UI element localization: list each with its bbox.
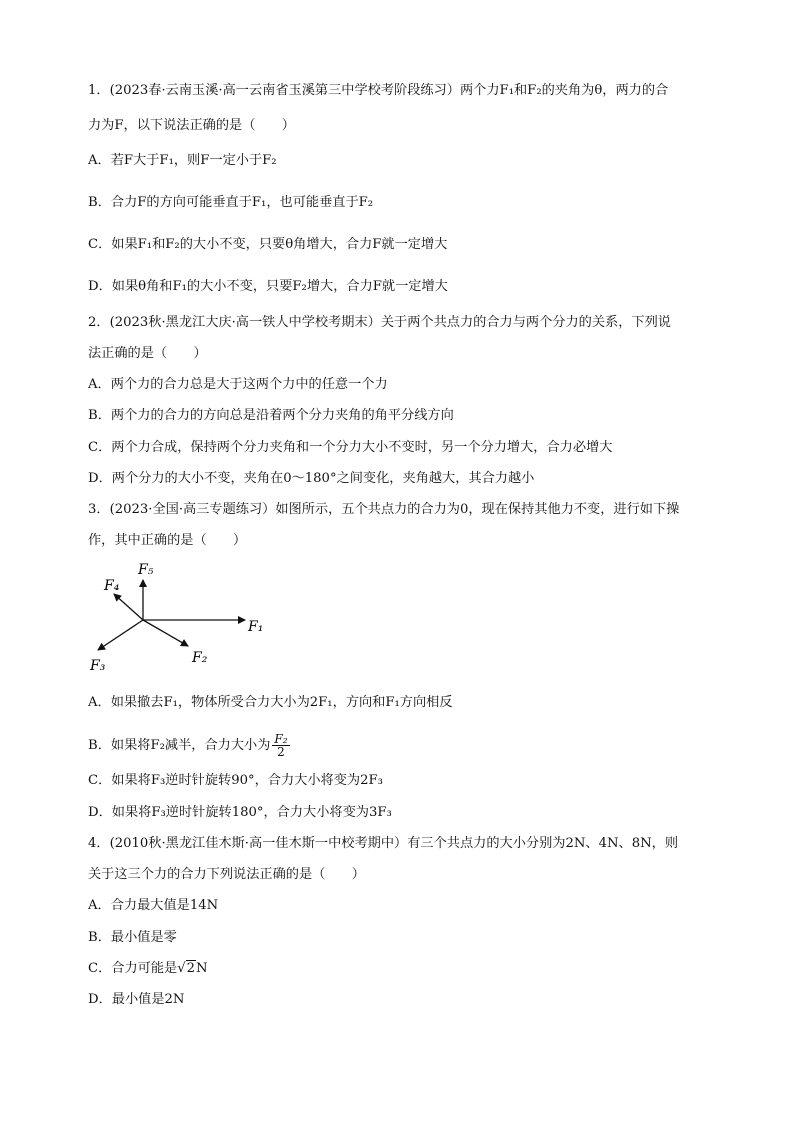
q4-option-b: B．最小值是零: [88, 930, 177, 945]
force-arrow-f4: [114, 594, 143, 620]
sqrt-expression: √2: [177, 961, 196, 976]
force-label-f1: F₁: [248, 619, 264, 635]
force-diagram: [80, 558, 280, 678]
q4-option-a: A．合力最大值是14N: [88, 898, 219, 913]
q3-stem-line2: 作，其中正确的是（ ）: [88, 533, 247, 548]
q3-stem-line1: 3．(2023·全国·高三专题练习）如图所示，五个共点力的合力为0，现在保持其他力不变，进行如下操: [88, 502, 680, 517]
q2-option-c: C．两个力合成，保持两个分力夹角和一个分力大小不变时，另一个分力增大，合力必增大: [88, 440, 613, 455]
q3-option-d: D．如果将F₃逆时针旋转180°，合力大小将变为3F₃: [88, 805, 392, 820]
q3-option-b-text: B．如果将F₂减半，合力大小为: [88, 738, 271, 753]
force-arrow-f3: [98, 620, 143, 650]
q2-option-b: B．两个力的合力的方向总是沿着两个分力夹角的角平分线方向: [88, 408, 454, 423]
q1-option-a: A．若F大于F₁，则F一定小于F₂: [88, 153, 277, 168]
force-label-f5: F₅: [138, 562, 154, 578]
force-label-f4: F₄: [104, 578, 120, 594]
q4-option-c: [88, 960, 208, 978]
q4-option-c-text: C．合力可能是: [88, 961, 178, 976]
q4-option-d: D．最小值是2N: [88, 992, 185, 1007]
q4-stem-line1: 4．(2010秋·黑龙江佳木斯·高一佳木斯一中校考期中）有三个共点力的大小分别为2N、4N、8N，则: [88, 836, 679, 851]
q1-option-b: B．合力F的方向可能垂直于F₁，也可能垂直于F₂: [88, 195, 374, 210]
force-label-f3: F₃: [90, 658, 106, 674]
q3-option-c: C．如果将F₃逆时针旋转90°，合力大小将变为2F₃: [88, 773, 383, 788]
q1-option-d: D．如果θ角和F₁的大小不变，只要F₂增大，合力F就一定增大: [88, 279, 448, 294]
q2-option-d: D．两个分力的大小不变，夹角在0～180°之间变化，夹角越大，其合力越小: [88, 471, 535, 486]
q1-stem-line1: 1．(2023春·云南玉溪·高一云南省玉溪第三中学校考阶段练习）两个力F₁和F₂的夹角为θ，两力的合: [88, 83, 669, 98]
sqrt-radicand: 2: [186, 961, 196, 976]
q2-stem-line1: 2．(2023秋·黑龙江大庆·高一铁人中学校考期末）关于两个共点力的合力与两个分力的关系，下列说: [88, 315, 671, 330]
q4-stem-line2: 关于这三个力的合力下列说法正确的是（ ）: [88, 867, 365, 882]
force-arrow-f2: [143, 620, 188, 646]
q1-option-c: C．如果F₁和F₂的大小不变，只要θ角增大，合力F就一定增大: [88, 237, 448, 252]
fraction-numerator: F₂: [274, 732, 288, 746]
q1-stem-line2: 力为F，以下说法正确的是（ ）: [88, 118, 295, 133]
q2-option-a: A．两个力的合力总是大于这两个力中的任意一个力: [88, 377, 388, 392]
q3-option-b-fraction: [272, 733, 289, 758]
q3-option-b: [88, 731, 292, 761]
q2-stem-line2: 法正确的是（ ）: [88, 346, 207, 361]
q4-option-c-unit: N: [196, 961, 208, 976]
force-label-f2: F₂: [192, 650, 208, 666]
q3-option-a: A．如果撤去F₁，物体所受合力大小为2F₁，方向和F₁方向相反: [88, 695, 453, 710]
fraction-denominator: 2: [277, 745, 285, 759]
